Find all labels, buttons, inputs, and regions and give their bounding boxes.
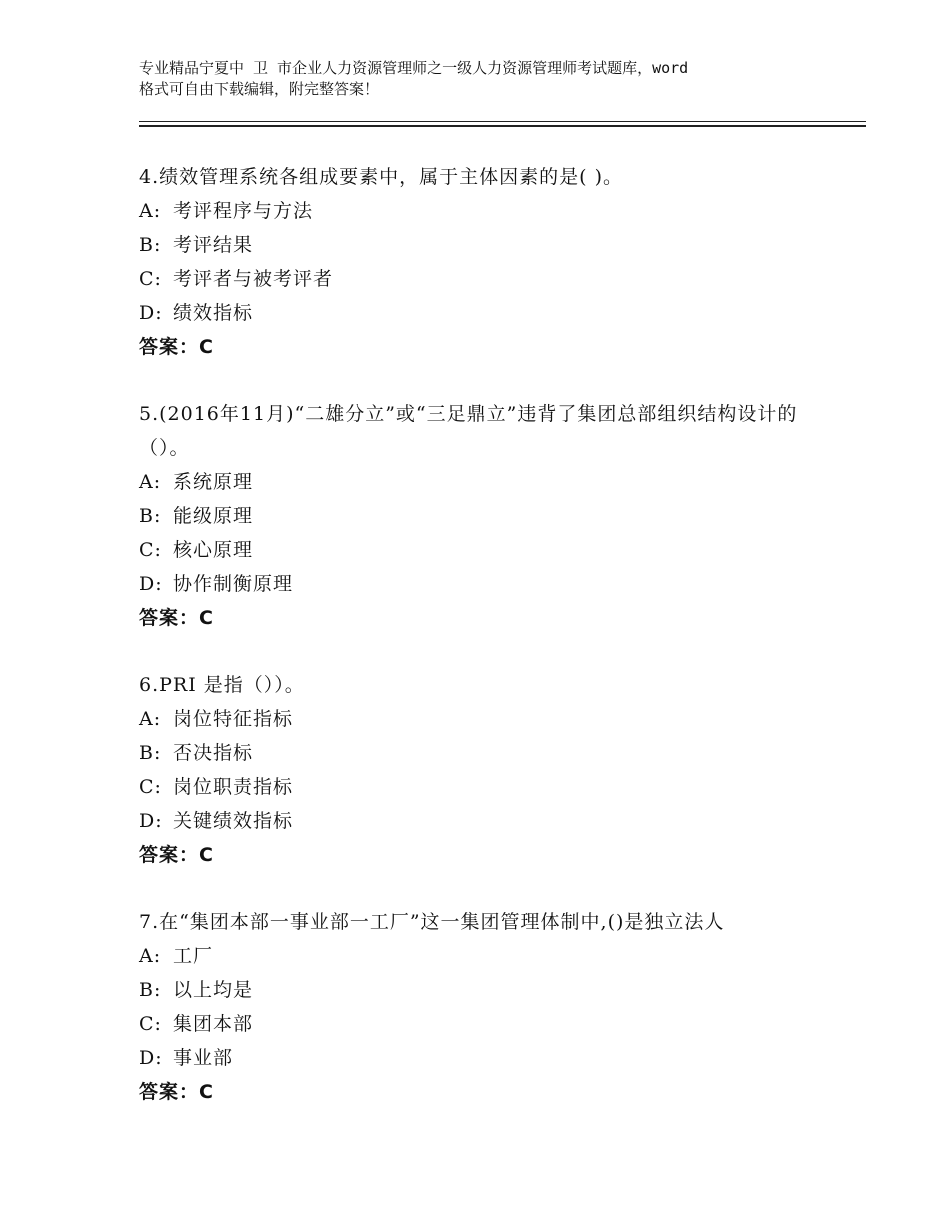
option-b [139,499,839,533]
option-text: 工厂 [173,945,214,967]
option-letter: A: [139,945,162,967]
option-letter: D: [139,810,163,832]
option-letter: C: [139,268,162,290]
option-letter: B: [139,505,162,527]
option-text: 能级原理 [173,505,254,527]
answer-label: 答案：C [139,607,214,629]
option-c [139,770,839,804]
option-letter: A: [139,200,162,222]
option-b [139,736,839,770]
question-item [139,905,839,1109]
answer-label: 答案：C [139,336,214,358]
option-letter: D: [139,573,163,595]
header-title-line-1: 专业精品宁夏中 卫 市企业人力资源管理师之一级人力资源管理师考试题库，word [139,59,689,77]
option-text: 考评程序与方法 [173,200,314,222]
option-text: 事业部 [173,1047,234,1069]
question-text: 6.PRI 是指（））。 [139,674,305,696]
option-letter: A: [139,708,162,730]
option-a [139,465,839,499]
option-letter: B: [139,234,162,256]
option-a [139,939,839,973]
option-d [139,296,839,330]
option-text: 以上均是 [173,979,254,1001]
option-b [139,973,839,1007]
option-b [139,228,839,262]
option-text: 考评结果 [173,234,254,256]
option-c [139,1007,839,1041]
option-letter: B: [139,742,162,764]
option-letter: A: [139,471,162,493]
option-text: 绩效指标 [173,302,254,324]
option-a [139,194,839,228]
option-text: 考评者与被考评者 [173,268,334,290]
option-text: 否决指标 [173,742,254,764]
option-letter: D: [139,1047,163,1069]
option-d [139,1041,839,1075]
option-letter: C: [139,1013,162,1035]
answer-label: 答案：C [139,1081,214,1103]
option-text: 关键绩效指标 [173,810,294,832]
option-a [139,702,839,736]
question-item [139,668,839,872]
question-item [139,160,839,364]
document-header [139,58,839,100]
question-text: 4.绩效管理系统各组成要素中，属于主体因素的是( )。 [139,166,623,188]
option-text: 岗位特征指标 [173,708,294,730]
option-text: 核心原理 [173,539,254,561]
question-item [139,397,839,635]
question-text: 5.(2016年11月)“二雄分立”或“三足鼎立”违背了集团总部组织结构设计的（）。 [139,403,798,459]
header-divider-thick [139,125,866,127]
question-list [139,160,839,1142]
option-text: 岗位职责指标 [173,776,294,798]
header-divider-thin [139,121,866,122]
header-title-line-2: 格式可自由下载编辑，附完整答案！ [139,80,380,98]
option-c [139,262,839,296]
option-letter: C: [139,776,162,798]
option-c [139,533,839,567]
option-letter: B: [139,979,162,1001]
option-text: 集团本部 [173,1013,254,1035]
option-d [139,804,839,838]
option-text: 协作制衡原理 [173,573,294,595]
answer-label: 答案：C [139,844,214,866]
option-letter: D: [139,302,163,324]
option-text: 系统原理 [173,471,254,493]
question-text: 7.在“集团本部一事业部一工厂”这一集团管理体制中,()是独立法人 [139,911,725,933]
option-letter: C: [139,539,162,561]
option-d [139,567,839,601]
